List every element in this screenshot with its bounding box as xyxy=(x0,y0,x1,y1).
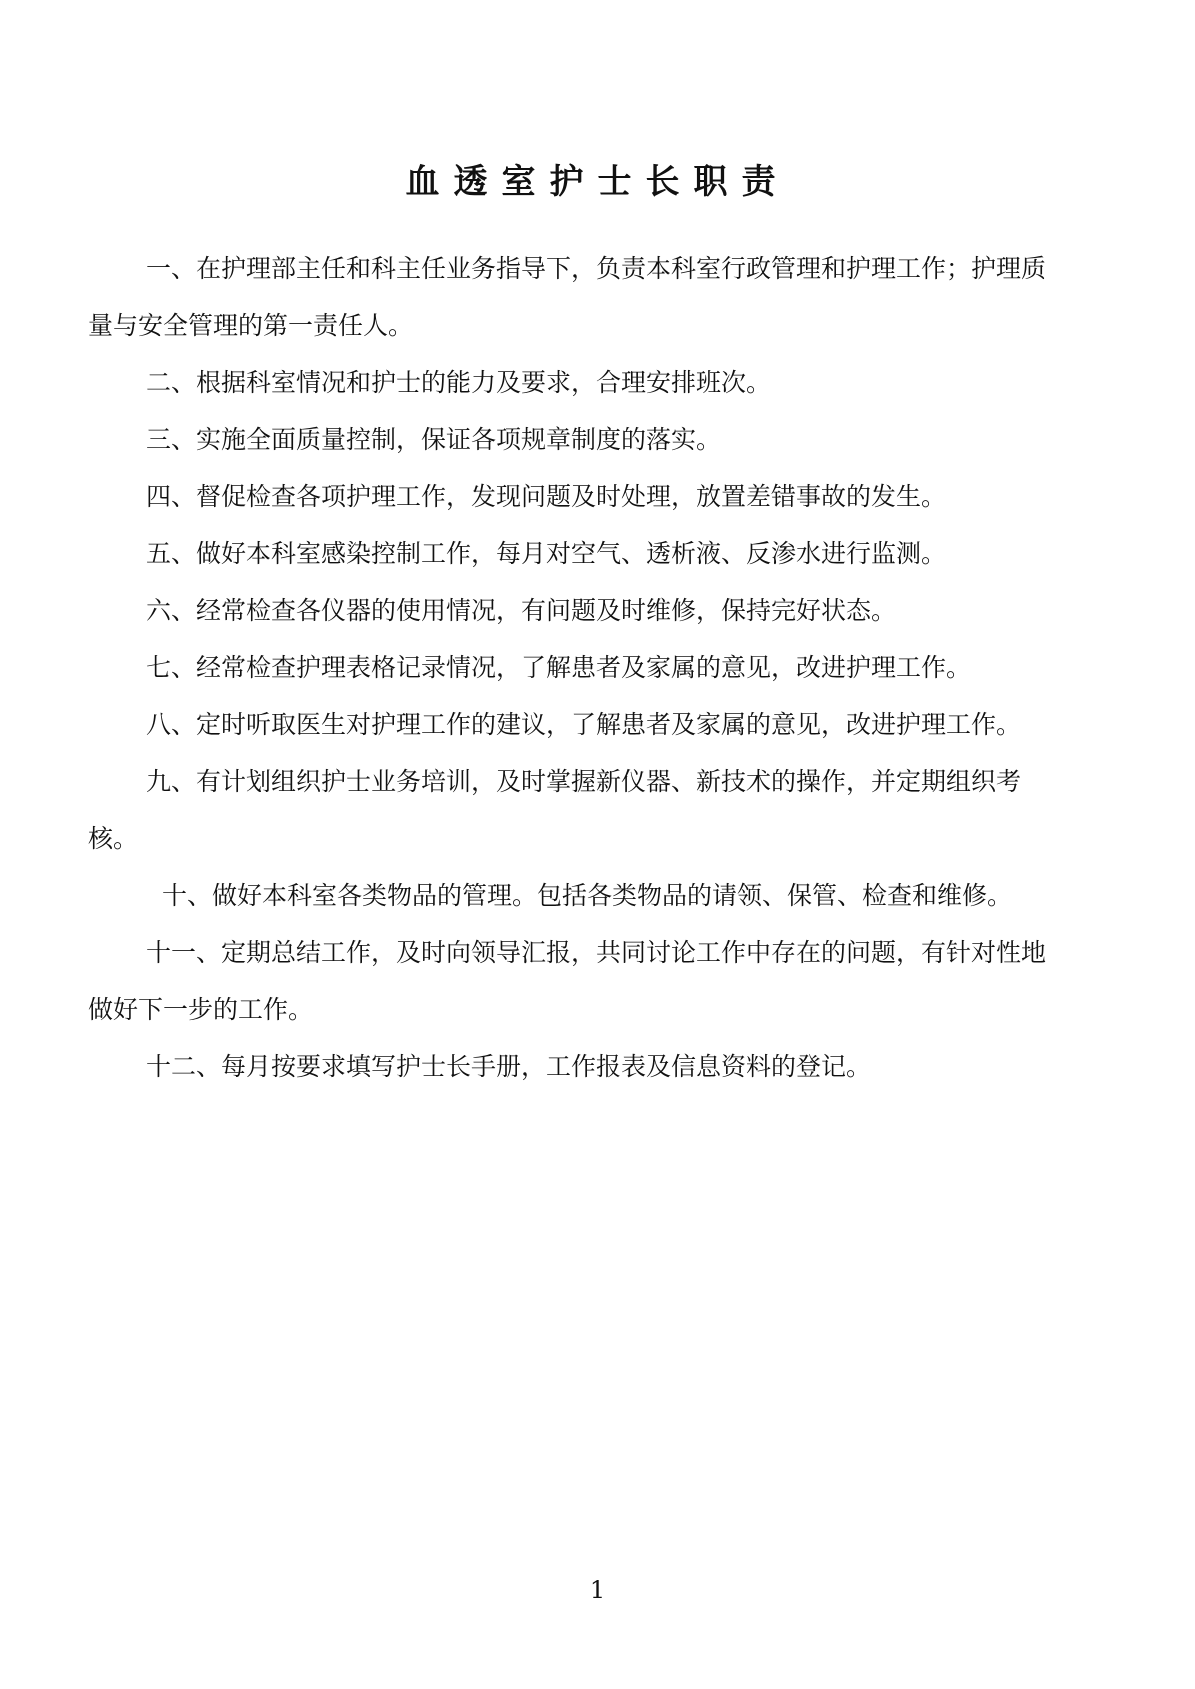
paragraph-2: 二、根据科室情况和护士的能力及要求，合理安排班次。 xyxy=(146,368,772,397)
paragraph-11: 十一、定期总结工作，及时向领导汇报，共同讨论工作中存在的问题，有针对性地做好下一步的工作。 xyxy=(88,938,1047,1024)
paragraph-8: 八、定时听取医生对护理工作的建议，了解患者及家属的意见，改进护理工作。 xyxy=(146,710,1022,739)
paragraph-7: 七、经常检查护理表格记录情况，了解患者及家属的意见，改进护理工作。 xyxy=(146,653,972,682)
paragraph-5: 五、做好本科室感染控制工作，每月对空气、透析液、反渗水进行监测。 xyxy=(146,539,947,568)
document-title: 血透室护士长职责 xyxy=(405,162,790,202)
paragraph-6: 六、经常检查各仪器的使用情况，有问题及时维修，保持完好状态。 xyxy=(146,596,897,625)
paragraph-9: 九、有计划组织护士业务培训，及时掌握新仪器、新技术的操作，并定期组织考核。 xyxy=(88,767,1022,853)
paragraph-4: 四、督促检查各项护理工作，发现问题及时处理，放置差错事故的发生。 xyxy=(146,482,947,511)
paragraph-12: 十二、每月按要求填写护士长手册，工作报表及信息资料的登记。 xyxy=(146,1052,872,1081)
paragraph-10: 十、做好本科室各类物品的管理。包括各类物品的请领、保管、检查和维修。 xyxy=(162,881,1013,910)
document-body xyxy=(88,240,1068,1095)
page-number: 1 xyxy=(589,1576,606,1604)
paragraph-1: 一、在护理部主任和科主任业务指导下，负责本科室行政管理和护理工作；护理质量与安全管理的第一责任人。 xyxy=(88,254,1047,340)
paragraph-3: 三、实施全面质量控制，保证各项规章制度的落实。 xyxy=(146,425,722,454)
